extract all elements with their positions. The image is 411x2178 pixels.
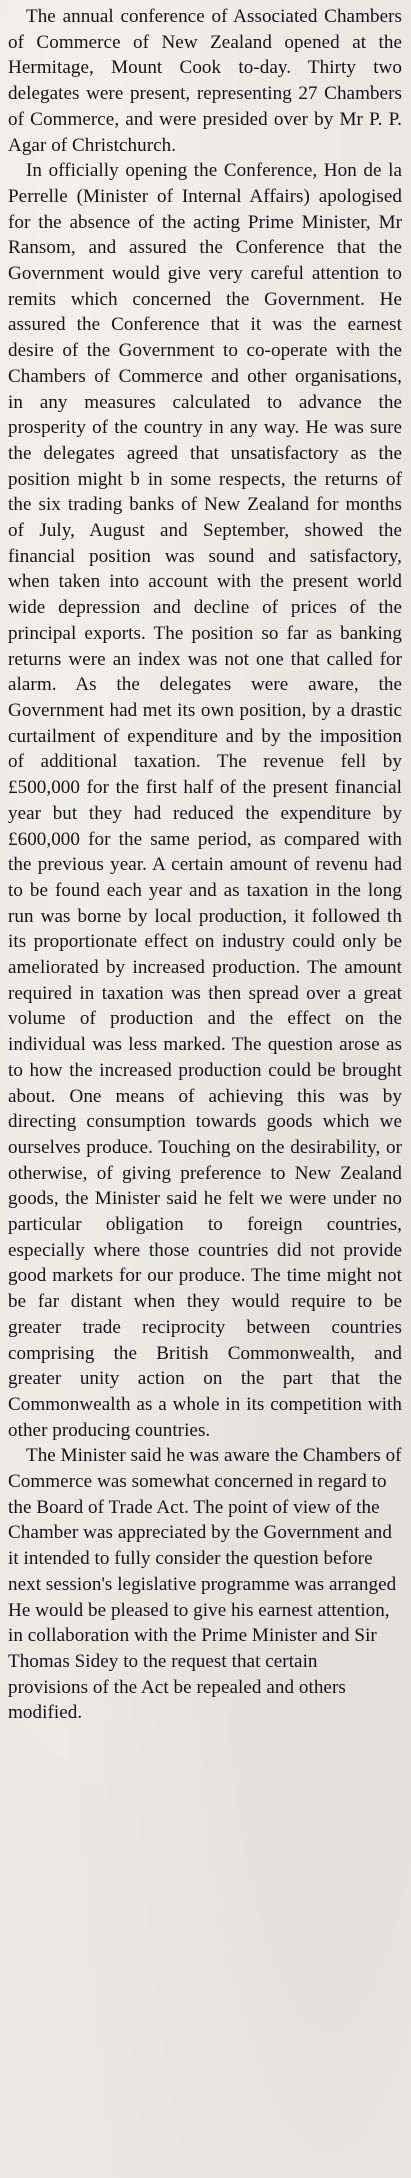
article-paragraph-3: The Minister said he was aware the Chambers of Commerce was somewhat concerned in regard to the Board of Trade Act. The point of view of the Chamber was appreciated by the Government and it intended to fully consider the question before next session's legislative programme was arranged He would be pleased to give his earnest attention, in collaboration with the Prime Minister and Sir Thomas Sidey to the request that certain provisions of the Act be repealed and others modified. — [8, 1445, 402, 1724]
article-column — [8, 4, 402, 1726]
article-paragraph-2: In officially opening the Conference, Hon de la Perrelle (Minister of Internal Affairs) apologised for the absence of the acting Prime Minister, Mr Ransom, and assured the Conference that the Government would give very careful attention to remits which concerned the Government. He assured the Conference that it was the earnest desire of the Government to co-operate with the Chambers of Commerce and other organisations, in any measures calculated to advance the prosperity of the country in any way. He was sure the delegates agreed that unsatisfactory as the position might b in some respects, the returns of the six trading banks of New Zealand for months of July, August and September, showed the financial position was sound and satisfactory, when taken into account with the present world wide depression and decline of prices of the principal exports. The position so far as banking returns were an index was not one that called for alarm. As the delegates were aware, the Government had met its own position, by a drastic curtailment of expenditure and by the imposition of additional taxation. The revenue fell by £500,000 for the first half of the present financial year but they had reduced the expenditure by £600,000 for the same period, as compared with the previous year. A certain amount of revenu had to be found each year and as taxation in the long run was borne by local production, it followed th its proportionate effect on industry could only be ameliorated by increased production. The amount required in taxation was then spread over a great volume of production and the effect on the individual was less marked. The question arose as to how the increased production could be brought about. One means of achieving this was by directing consumption towards goods which we ourselves produce. Touching on the desirability, or otherwise, of giving preference to New Zealand goods, the Minister said he felt we were under no particular obligation to foreign countries, especially where those countries did not provide good markets for our produce. The time might not be far distant when they would require to be greater trade reciprocity between countries comprising the British Commonwealth, and greater unity action on the part that the Commonwealth as a whole in its competition with other producing countries. — [8, 160, 402, 1441]
article-paragraph-1: The annual conference of Associated Chambers of Commerce of New Zealand opened at the Hermitage, Mount Cook to-day. Thirty two delegates were present, representing 27 Chambers of Commerce, and were presided over by Mr P. P. Agar of Christchurch. — [8, 6, 402, 156]
